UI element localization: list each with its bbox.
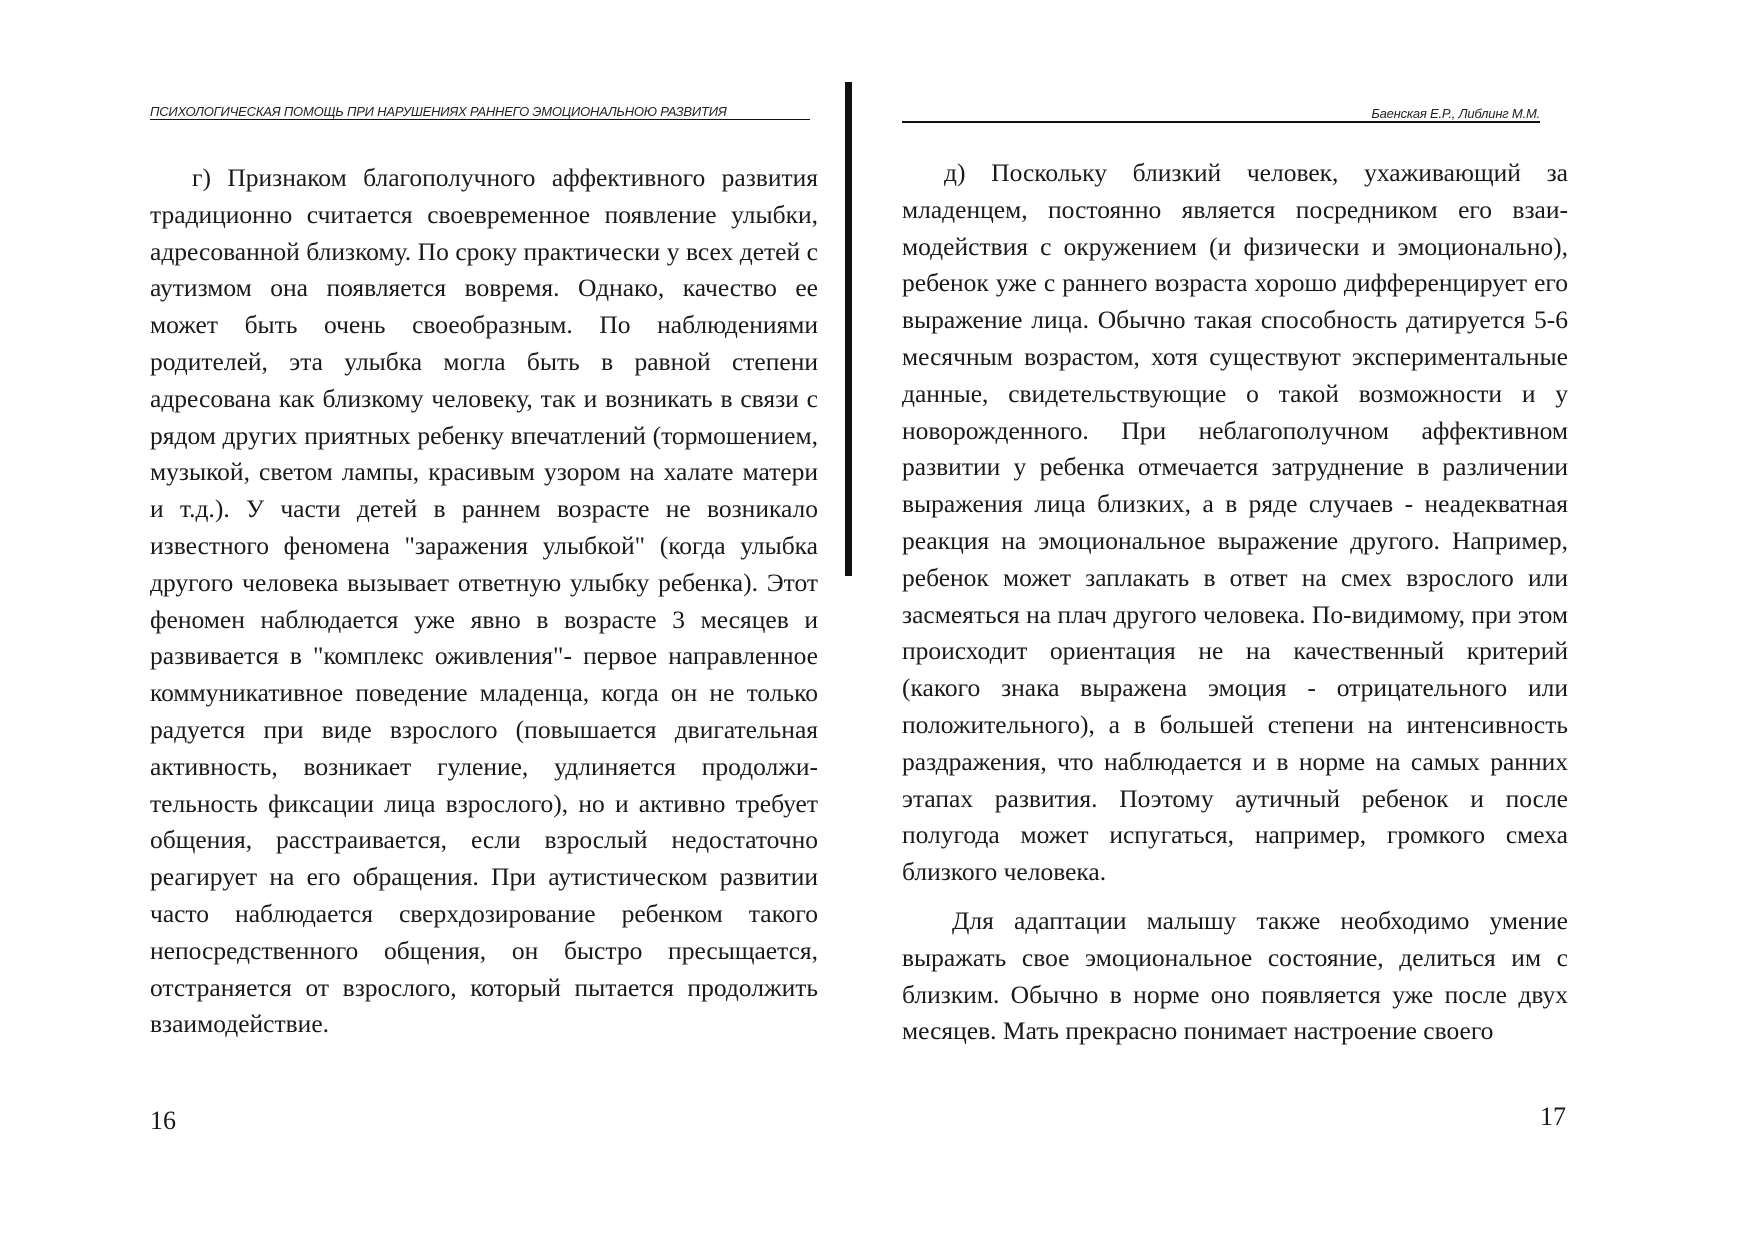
left-body-text xyxy=(150,160,818,1043)
right-body-text xyxy=(902,155,1568,1050)
left-page-number: 16 xyxy=(150,1106,176,1135)
right-running-head: Баенская Е.Р., Либлинг М.М. xyxy=(902,106,1540,123)
left-running-head: ПСИХОЛОГИЧЕСКАЯ ПОМОЩЬ ПРИ НАРУШЕНИЯХ РАННЕГО ЭМОЦИОНАЛЬНОЮ РАЗВИТИЯ xyxy=(150,104,810,120)
left-page xyxy=(0,0,860,1241)
right-page xyxy=(860,0,1753,1241)
right-page-number: 17 xyxy=(1540,1102,1566,1131)
right-paragraph-adaptation: Для адаптации малышу также необходимо умение выражать свое эмоциональное состояние, делиться им с близким. Обычно в норме оно появляется уже после двух месяцев. Мать прекрасно понимает настроение своего xyxy=(902,905,1568,1046)
left-paragraph-g: г) Признаком благополучного аффективного развития традиционно считается своевременное появление улыбки, адресованной близкому. По сроку практически у всех детей с аутизмом она появляется вовремя. Однако, качество ее может быть очень своеобразным. По наблюдениями родителей, эта улыбка могла быть в равной степени адресована как близкому человеку, так и возникать в связи с рядом других приятных ребенку впечатлений (тормошением, музыкой, светом лампы, красивым узором на халате матери и т.д.). У части детей в раннем возрасте не возникало известного феномена "заражения улыбкой" (когда улыбка другого человека вызывает ответную улыбку ребенка). Этот феномен наблюдается уже явно в возрасте 3 месяцев и развивается в "комплекс оживления"- первое направленное коммуникативное поведение младенца, когда он не только радуется при виде взрослого (повышается двигательная активность, возникает гуление, удлиняется продолжительность фиксации лица взрослого), но и активно требует общения, расстраивается, если взрослый недостаточно реагирует на его обращения. При аутистическом развитии часто наблюдается сверхдозирование ребенком такого непосредственного общения, он быстро пресыщается, отстраняется от взрослого, который пытается продолжить взаимодействие. xyxy=(150,163,818,1039)
gutter-rule xyxy=(845,82,852,576)
right-paragraph-d: д) Поскольку близкий человек, ухаживающий за младенцем, постоянно является посредником его взаимодействия с окружением (и физически и эмоционально), ребенок уже с раннего возраста хорошо дифференцирует его выражение лица. Обычно такая способность датируется 5-6 месячным возрастом, хотя существуют экспериментальные данные, свидетельствующие о такой возможности и у новорожденного. При неблагополучном аффективном развитии у ребенка отмечается затруднение в различении выражения лица близких, а в ряде случаев - неадекватная реакция на эмоциональное выражение другого. Например, ребенок может заплакать в ответ на смех взрослого или засмеяться на плач другого человека. По-видимому, при этом происходит ориентация не на качественный критерий (какого знака выражена эмоция - отрицательного или положительного), а в большей степени на интенсивность раздражения, что наблюдается и в норме на самых ранних этапах развития. Поэтому аутичный ребенок и после полугода может испугаться, например, громкого смеха близкого человека. xyxy=(902,158,1568,887)
